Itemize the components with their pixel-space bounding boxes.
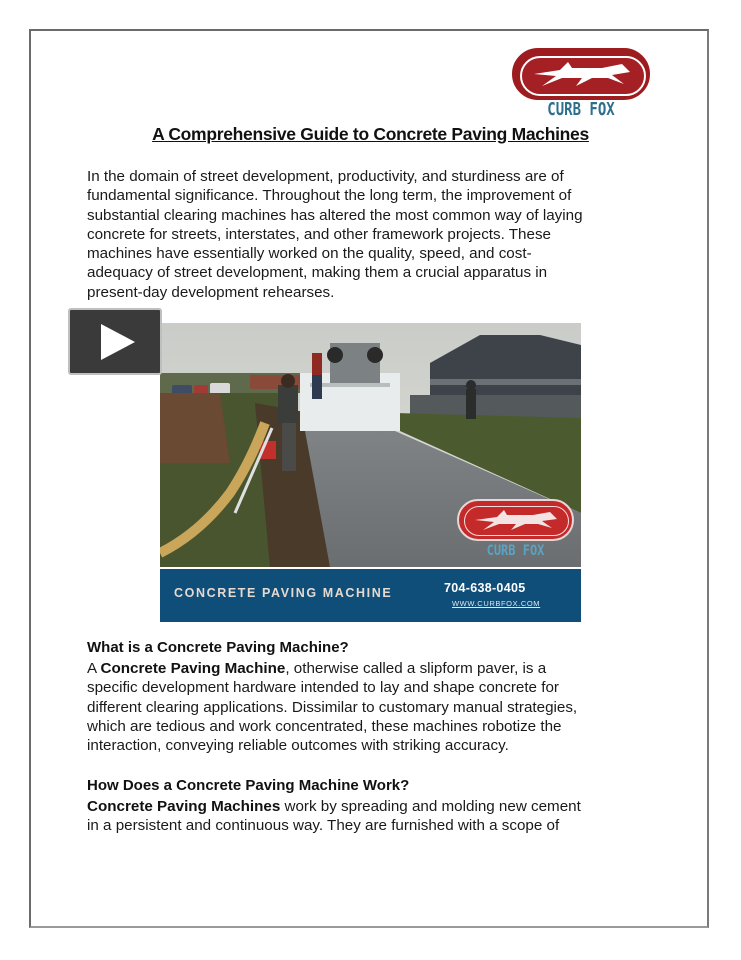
fox-icon xyxy=(512,48,650,100)
intro-line: In the domain of street development, productivity, and sturdiness are of xyxy=(87,168,564,185)
section-line: specific development hardware intended to lay and shape concrete for xyxy=(87,679,559,697)
section-line: A Concrete Paving Machine, otherwise called a slipform paver, is a xyxy=(87,660,547,677)
banner-url: WWW.CURBFOX.COM xyxy=(452,599,541,608)
section-line: in a persistent and continuous way. They are furnished with a scope of xyxy=(87,817,560,835)
bold-term: Concrete Paving Machines xyxy=(87,798,281,815)
intro-line: adequacy of street development, making them a crucial apparatus in xyxy=(87,264,548,282)
play-video-button[interactable] xyxy=(68,308,162,375)
logo-oval xyxy=(512,48,650,100)
banner-label: CONCRETE PAVING MACHINE xyxy=(174,586,393,600)
section-paragraph xyxy=(87,797,654,836)
intro-line: substantial clearing machines has altered the most common way of laying xyxy=(87,206,583,224)
section-line: which are tedious and work concentrated, these machines robotize the xyxy=(87,717,562,735)
section-line: Concrete Paving Machines work by spreading and molding new cement xyxy=(87,798,581,815)
intro-line: machines have essentially worked on the quality, speed, and cost- xyxy=(87,245,532,263)
section-heading: What is a Concrete Paving Machine? xyxy=(87,639,349,656)
document-title: A Comprehensive Guide to Concrete Paving Machines xyxy=(152,124,589,144)
section-line: interaction, conveying reliable outcomes with striking accuracy. xyxy=(87,737,509,755)
brand-logo xyxy=(512,48,652,122)
play-icon xyxy=(101,324,135,360)
section-paragraph xyxy=(87,659,654,755)
banner-phone: 704-638-0405 xyxy=(444,581,526,595)
bold-term: Concrete Paving Machine xyxy=(100,660,286,677)
logo-wordmark: CURB FOX xyxy=(547,100,615,120)
intro-line: concrete for streets, interstates, and other framework projects. These xyxy=(87,225,551,243)
intro-line: present-day development rehearses. xyxy=(87,283,335,301)
watermark-logo: CURB FOX xyxy=(457,499,574,563)
fox-icon xyxy=(457,499,574,541)
section-heading: How Does a Concrete Paving Machine Work? xyxy=(87,777,410,794)
image-banner xyxy=(160,569,581,622)
concrete-paving-image xyxy=(160,323,581,623)
intro-paragraph xyxy=(87,167,654,302)
intro-line: fundamental significance. Throughout the long term, the improvement of xyxy=(87,187,572,205)
section-line: different clearing applications. Dissimilar to customary manual strategies, xyxy=(87,698,578,716)
